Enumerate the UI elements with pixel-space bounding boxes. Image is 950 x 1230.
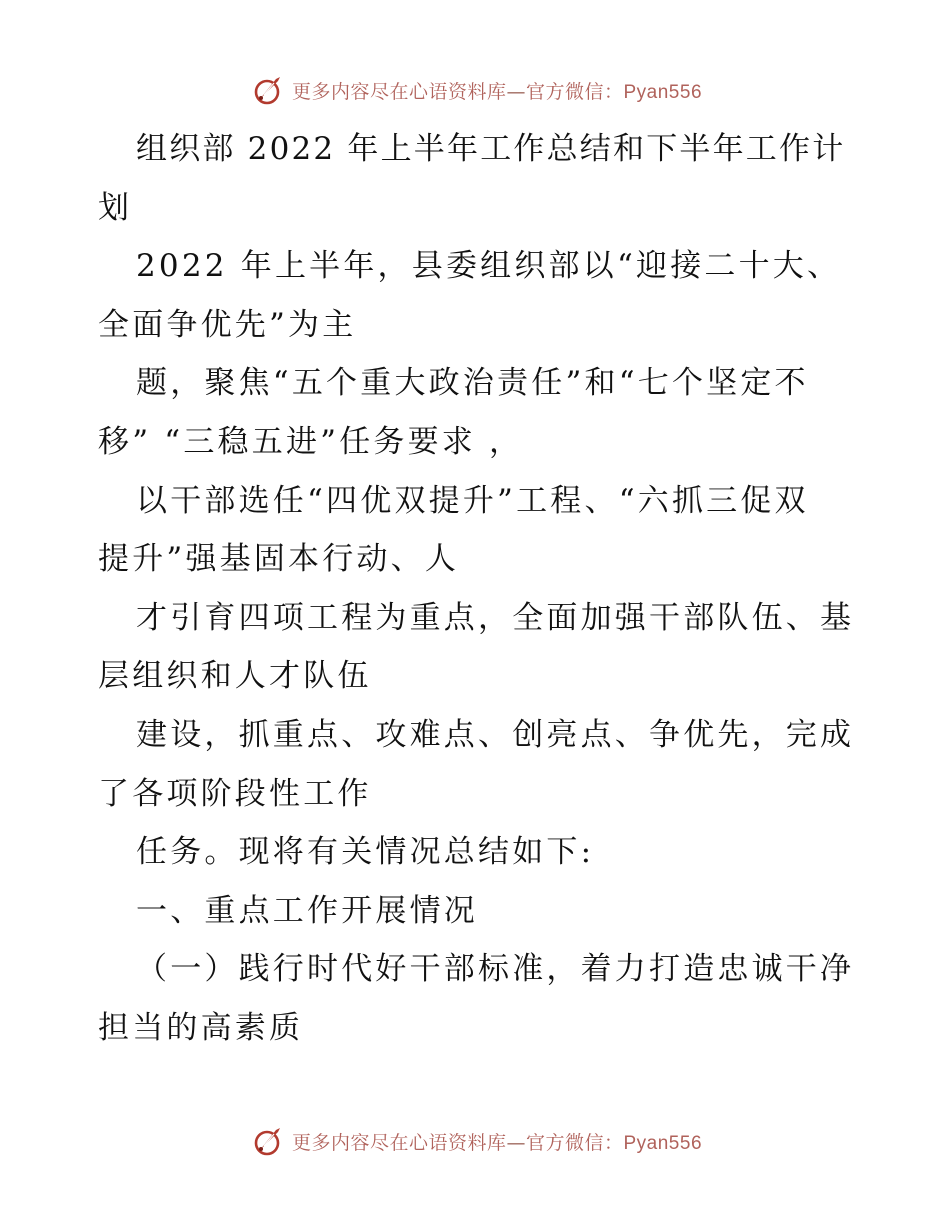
header-banner-content (252, 73, 702, 107)
quill-pen-logo-icon (252, 1124, 286, 1158)
section-heading: 一、重点工作开展情况 (136, 892, 478, 929)
paragraph-line: 以干部选任“四优双提升”工程、“六抓三促双 (136, 482, 809, 519)
banner-separator: — (506, 1131, 526, 1154)
paragraph-line: 才引育四项工程为重点，全面加强干部队伍、基 (136, 599, 855, 636)
banner-contact-id: Pyan556 (623, 1132, 703, 1154)
subsection-heading-line-2: 担当的高素质 (98, 1009, 304, 1046)
footer-banner-content (252, 1124, 702, 1158)
banner-separator: — (506, 80, 526, 103)
paragraph-line: 了各项阶段性工作 (98, 775, 372, 812)
paragraph-line: 层组织和人才队伍 (98, 658, 372, 695)
document-title-line-2: 划 (98, 189, 133, 226)
banner-slogan: 更多内容尽在心语资料库 (291, 80, 507, 103)
banner-contact-label: 官方微信： (525, 1131, 624, 1154)
banner-contact-id: Pyan556 (623, 81, 703, 103)
document-title-line-1: 组织部 2022 年上半年工作总结和下半年工作计 (136, 131, 846, 167)
subsection-heading-line-1: （一）践行时代好干部标准，着力打造忠诚干净 (136, 951, 855, 988)
paragraph-line: 全面争优先”为主 (98, 306, 357, 343)
paragraph-line: 题，聚焦“五个重大政治责任”和“七个坚定不 (136, 365, 809, 402)
footer-banner-text (292, 1128, 702, 1155)
footer-banner (0, 1121, 950, 1161)
banner-slogan: 更多内容尽在心语资料库 (291, 1131, 507, 1154)
quill-pen-logo-icon (252, 73, 286, 107)
header-banner (0, 70, 950, 110)
paragraph-line: 2022 年上半年，县委组织部以“迎接二十大、 (136, 248, 842, 285)
paragraph-line: 移” “三稳五进”任务要求 ， (98, 423, 524, 460)
header-banner-text (292, 77, 702, 104)
document-body (98, 120, 858, 1058)
banner-contact-label: 官方微信： (525, 80, 624, 103)
paragraph-line: 任务。现将有关情况总结如下: (136, 834, 595, 871)
paragraph-line: 提升”强基固本行动、人 (98, 541, 460, 578)
paragraph-line: 建设，抓重点、攻难点、创亮点、争优先，完成 (136, 716, 855, 753)
